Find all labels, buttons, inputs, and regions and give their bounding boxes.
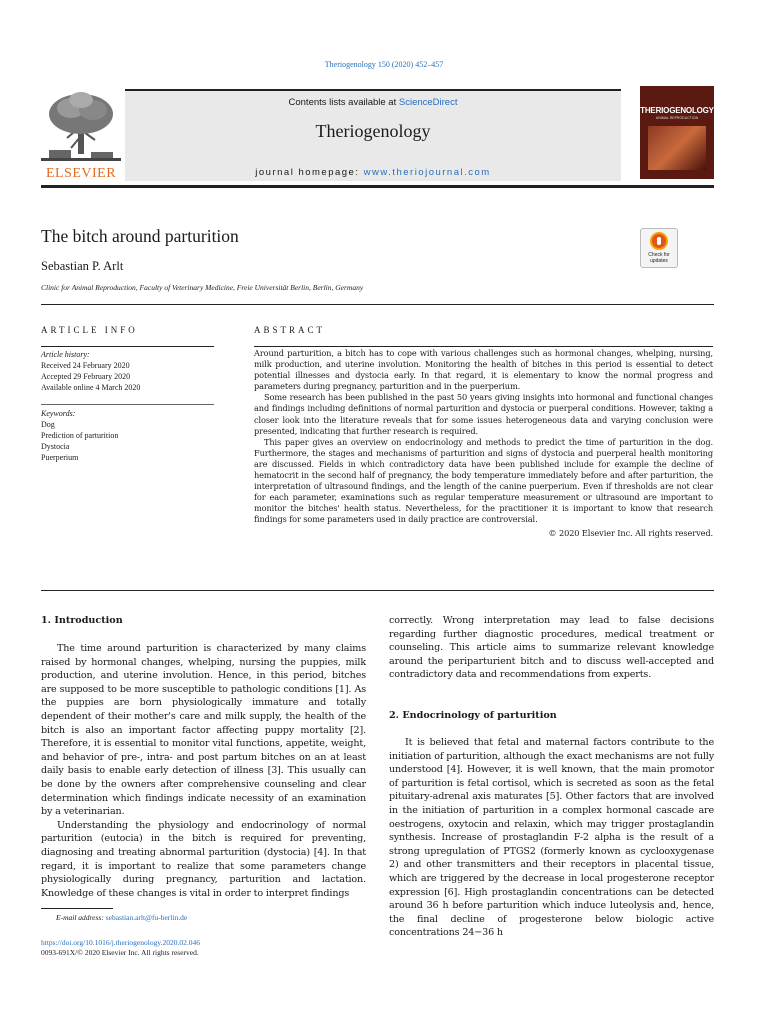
received-date: Received 24 February 2020: [41, 361, 130, 370]
journal-banner: [125, 89, 621, 181]
body-paragraph: Understanding the physiology and endocrinology of normal parturition (eutocia) in the bitch is required for preventing, diagnosing and treating abnormal parturition (dystocia) [4]. In that regard, it is important to realize that some parameters change physiologically during pregnancy, parturition and lactation. Knowledge of these changes is vital in order to interpret findings: [41, 819, 366, 899]
body-paragraph: correctly. Wrong interpretation may lead to false decisions regarding further diagnostic procedures, medical treatment or counseling. This article aims to summarize relevant knowledge around the periparturient bitch and to discuss well-accepted and contradictory data and recommendations from experts.: [389, 615, 714, 681]
keyword: Prediction of parturition: [41, 431, 119, 440]
keyword: Puerperium: [41, 453, 79, 462]
author-affiliation: Clinic for Animal Reproduction, Faculty of Veterinary Medicine, Freie Universität Berlin, Berlin, Germany: [41, 283, 364, 292]
publisher-name: ELSEVIER: [45, 166, 117, 181]
keywords-divider: [41, 404, 214, 405]
keyword: Dog: [41, 420, 55, 429]
accepted-date: Accepted 29 February 2020: [41, 372, 131, 381]
abstract-divider: [254, 346, 713, 347]
online-date: Available online 4 March 2020: [41, 383, 141, 392]
abstract-paragraph: This paper gives an overview on endocrinology and methods to predict the time of parturition in the dog. Furthermore, the stages and mechanisms of parturition and signs of dystocia and puerperal health monitoring are discussed. Fields in which contradictory data have been published include for example the decline of hematocrit in the second half of pregnancy, the body temperature immediately before and after parturition, the interpretation of ultrasound findings, and the length of the canine puerperium. Even if thresholds are not clear for each parameter, examinations such as regular temperature measurement or ultrasound are important to monitor the bitches' health status. Nevertheless, for the practitioner it is important to know that research findings for some parameters used in daily practice are controversial.: [254, 436, 713, 525]
body-paragraph: It is believed that fetal and maternal factors contribute to the initiation of parturition, although the exact mechanisms are not fully understood [4]. However, it is well known, that the main promotor of parturition is fetal cortisol, which is secreted as soon as the fetal pituitary-adrenal axis maturates [5]. Other factors that are involved in the initiation of parturition in a complex hormonal cascade are oestrogens, oxytocin and relaxin, which may trigger prostaglandin synthesis. Increase of prostaglandin F-2 alpha is the result of a strong upregulation of PTGS2 (formerly known as cyclooxygenase 2) and other transmitters and their receptors in placental tissue, which are triggered by the decrease in local progesterone receptor expression [6]. High prostaglandin concentrations can be detected around 36 h before parturition which induce luteolysis and, hence, the final decline of progesterone below biologic active concentrations 24−36 h: [389, 737, 714, 939]
cover-subtitle: ANIMAL REPRODUCTION: [655, 116, 699, 120]
homepage-prefix: journal homepage:: [255, 167, 364, 178]
cover-artwork: [648, 126, 706, 170]
header-divider: [41, 185, 714, 188]
sciencedirect-link[interactable]: ScienceDirect: [398, 97, 458, 108]
keywords-label: Keywords:: [41, 409, 76, 418]
history-label: Article history:: [41, 350, 90, 359]
article-info-heading: ARTICLE INFO: [41, 325, 138, 335]
right-column-bottom: [389, 736, 714, 940]
journal-homepage-link[interactable]: www.theriojournal.com: [363, 167, 491, 178]
journal-citation-link[interactable]: Theriogenology 150 (2020) 452–457: [324, 60, 444, 69]
abstract-copyright: © 2020 Elsevier Inc. All rights reserved.: [548, 527, 713, 538]
keyword: Dystocia: [41, 442, 70, 451]
check-updates-label: Check for updates: [648, 252, 670, 264]
journal-header: [41, 86, 714, 182]
author-email-link[interactable]: sebastian.arlt@fu-berlin.de: [105, 913, 188, 922]
section-2-title: 2. Endocrinology of parturition: [389, 710, 557, 721]
abstract-body: [254, 348, 713, 539]
cover-title: THERIOGENOLOGY: [640, 106, 714, 115]
article-title: The bitch around parturition: [41, 226, 239, 246]
doi-link[interactable]: https://doi.org/10.1016/j.theriogenology.2020.02.046: [41, 938, 200, 947]
elsevier-logo[interactable]: [41, 90, 121, 182]
article-history: [41, 349, 214, 393]
abstract-bottom-divider: [41, 590, 714, 591]
right-column-top: [389, 614, 714, 682]
elsevier-tree-icon: [41, 90, 121, 162]
journal-cover-image[interactable]: [640, 86, 714, 179]
email-label: E-mail address:: [56, 913, 106, 922]
article-info-divider: [41, 346, 214, 347]
contents-prefix: Contents lists available at: [288, 97, 399, 108]
section-1-title: 1. Introduction: [41, 615, 123, 626]
title-divider: [41, 304, 714, 305]
keywords-list: [41, 408, 214, 463]
author-name[interactable]: Sebastian P. Arlt: [41, 259, 124, 273]
footnote-email: [56, 913, 187, 922]
journal-name: Theriogenology: [315, 121, 431, 141]
check-for-updates-button[interactable]: [640, 228, 678, 268]
contents-line: [125, 97, 621, 108]
abstract-paragraph: Around parturition, a bitch has to cope with various challenges such as hormonal changes, whelping, nursing, milk production, and uterine involution. Monitoring the health of bitches in this period is essential to detect potential illnesses and dystocia early. In that regard, it is elementary to know the normal progress and parameters during pregnancy, parturition and in the puerperium.: [254, 348, 713, 392]
footnote-divider: [41, 908, 113, 909]
homepage-line: [125, 167, 621, 178]
check-updates-icon: [650, 232, 668, 250]
body-paragraph: The time around parturition is characterized by many claims raised by hormonal changes, whelping, nursing the puppies, milk production, and uterine involution. Hence, in this period, bitches are supposed to be more susceptible to pathologic conditions [1]. As the puppies are born physiologically immature and totally dependent of their mother's care and milk supply, the health of the bitch is also an important factor affecting puppy mortality [2]. Therefore, it is essential to monitor vital functions, appetite, weight, and behavior of pre-, intra- and post partum bitches on an at least daily basis to enable early detection of illness [3]. This usually can be done by the owners after comprehensive counseling and clear determination which findings indicate necessity of an examination by a veterinarian.: [41, 643, 366, 818]
abstract-paragraph: Some research has been published in the past 50 years giving insights into hormonal and functional changes and findings including definitions of normal parturition and dystocia or puerperal conditions. However, taking a closer look into the literature reveals that for some issues heterogeneous data and varying conclusion were presented, indicating that further research is required.: [254, 392, 713, 436]
abstract-heading: ABSTRACT: [254, 325, 326, 335]
issn-copyright: 0093-691X/© 2020 Elsevier Inc. All rights reserved.: [41, 948, 199, 957]
left-column: [41, 642, 366, 900]
